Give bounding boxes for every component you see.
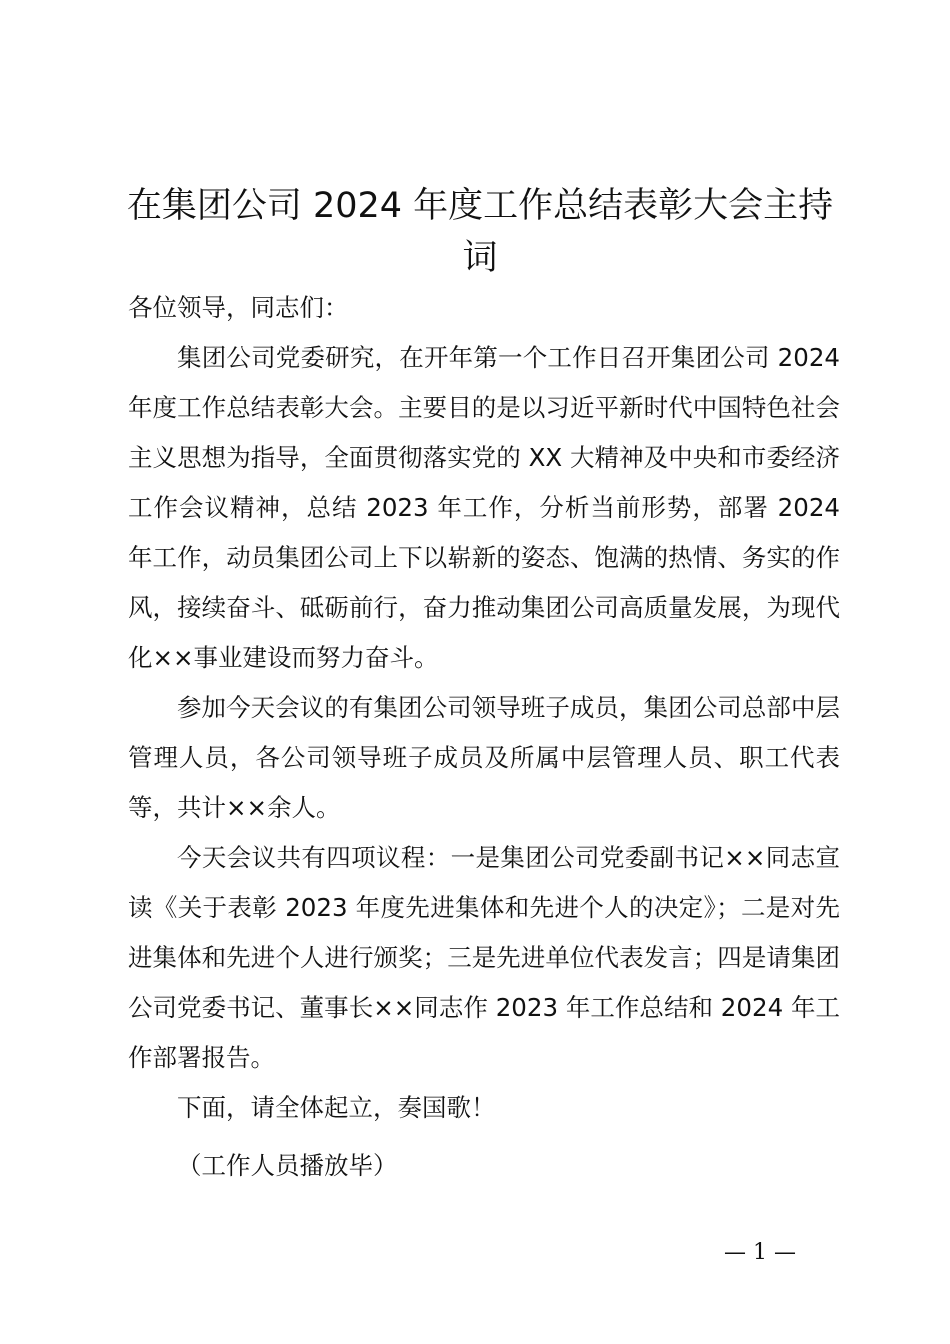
paragraph-agenda: 今天会议共有四项议程：一是集团公司党委副书记××同志宣读《关于表彰 2023 年度先进集体和先进个人的决定》；二是对先进集体和先进个人进行颁奖；三是先进单位代表发言；四是请集团公司党委书记、董事长××同志作 2023 年工作总结和 2024 年工作部署报告。: [128, 843, 840, 1072]
staff-note: （工作人员播放毕）: [177, 1151, 398, 1180]
paragraph-meeting-purpose: 集团公司党委研究，在开年第一个工作日召开集团公司 2024 年度工作总结表彰大会。主要目的是以习近平新时代中国特色社会主义思想为指导，全面贯彻落实党的 XX 大精神及中央和市委经济工作会议精神，总结 2023 年工作，分析当前形势，部署 2024 年工作，动员集团公司上下以崭新的姿态、饱满的热情、务实的作风，接续奋斗、砥砺前行，奋力推动集团公司高质量发展，为现代化××事业建设而努力奋斗。: [128, 343, 840, 672]
document-title: 在集团公司 2024 年度工作总结表彰大会主持词: [126, 186, 834, 278]
paragraph-attendees: 参加今天会议的有集团公司领导班子成员，集团公司总部中层管理人员，各公司领导班子成员及所属中层管理人员、职工代表等，共计××余人。: [128, 693, 840, 822]
document-body: [128, 283, 840, 1191]
page-number: — 1 —: [724, 1240, 796, 1265]
salutation: 各位领导，同志们：: [128, 293, 349, 322]
paragraph-national-anthem: 下面，请全体起立，奏国歌！: [177, 1093, 496, 1122]
